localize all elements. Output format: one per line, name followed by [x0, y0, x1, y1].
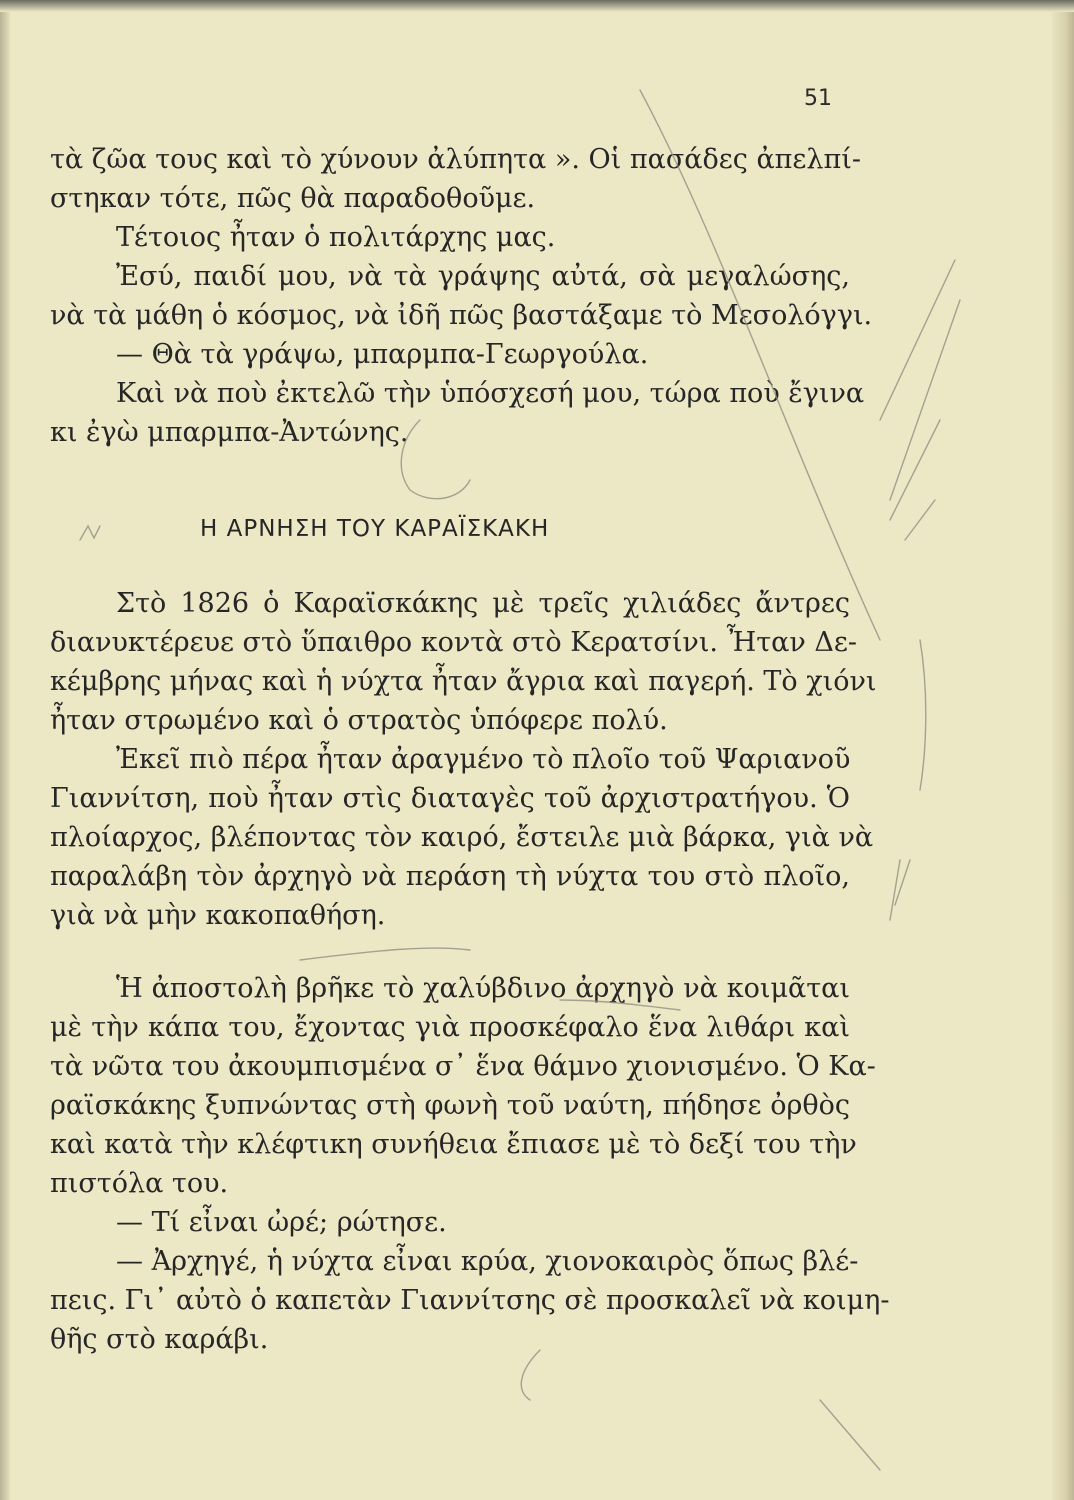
- text-line: γιὰ νὰ μὴν κακοπαθήση.: [50, 900, 386, 931]
- text-line: Ἐσύ, παιδί μου, νὰ τὰ γράψης αὐτά, σὰ μεγαλώσης,: [116, 261, 850, 292]
- text-line: μὲ τὴν κάπα του, ἔχοντας γιὰ προσκέφαλο ἕνα λιθάρι καὶ: [50, 1012, 850, 1043]
- section-title: Η ΑΡΝΗΣΗ ΤΟΥ ΚΑΡΑΪΣΚΑΚΗ: [200, 516, 550, 542]
- text-line: νὰ τὰ μάθη ὁ κόσμος, νὰ ἰδῆ πῶς βαστάξαμε τὸ Μεσολόγγι.: [50, 300, 873, 331]
- body-text: [50, 140, 890, 1359]
- text-line: Ἡ ἀποστολὴ βρῆκε τὸ χαλύβδινο ἀρχηγὸ νὰ κοιμᾶται: [116, 973, 850, 1004]
- text-line: κι ἐγὼ μπαρμπα-Ἀντώνης.: [50, 417, 409, 448]
- text-line: — Θὰ τὰ γράψω, μπαρμπα-Γεωργούλα.: [116, 339, 649, 370]
- page-number: 51: [804, 86, 832, 111]
- page-edge-top: [0, 0, 1074, 12]
- text-line: Στὸ 1826 ὁ Καραϊσκάκης μὲ τρεῖς χιλιάδες ἄντρες: [116, 588, 850, 619]
- page-edge-left: [0, 0, 10, 1500]
- text-line: θῆς στὸ καράβι.: [50, 1324, 269, 1355]
- text-line: πιστόλα του.: [50, 1168, 229, 1199]
- text-line: Γιαννίτση, ποὺ ἦταν στὶς διαταγὲς τοῦ ἀρχιστρατήγου. Ὁ: [50, 783, 850, 814]
- text-line: κέμβρης μήνας καὶ ἡ νύχτα ἦταν ἄγρια καὶ παγερή. Τὸ χιόνι: [50, 666, 877, 697]
- text-line: διανυκτέρευε στὸ ὕπαιθρο κοντὰ στὸ Κερατσίνι. Ἦταν Δε-: [50, 627, 857, 658]
- text-line: — Τί εἶναι ὠρέ; ρώτησε.: [116, 1207, 447, 1238]
- text-line: πεις. Γι᾽ αὐτὸ ὁ καπετὰν Γιαννίτσης σὲ προσκαλεῖ νὰ κοιμη-: [50, 1285, 890, 1316]
- text-line: τὰ ζῶα τους καὶ τὸ χύνουν ἀλύπητα ». Οἱ πασάδες ἀπελπί-: [50, 144, 861, 175]
- text-line: τὰ νῶτα του ἀκουμπισμένα σ᾽ ἕνα θάμνο χιονισμένο. Ὁ Κα-: [50, 1051, 876, 1082]
- text-line: Ἐκεῖ πιὸ πέρα ἦταν ἀραγμένο τὸ πλοῖο τοῦ Ψαριανοῦ: [116, 744, 851, 775]
- text-line: πλοίαρχος, βλέποντας τὸν καιρό, ἔστειλε μιὰ βάρκα, γιὰ νὰ: [50, 822, 874, 853]
- text-line: στηκαν τότε, πῶς θὰ παραδοθοῦμε.: [50, 183, 536, 214]
- text-line: ραϊσκάκης ξυπνώντας στὴ φωνὴ τοῦ ναύτη, πήδησε ὀρθὸς: [50, 1090, 850, 1121]
- text-line: ἦταν στρωμένο καὶ ὁ στρατὸς ὑπόφερε πολύ.: [50, 705, 668, 736]
- text-line: Τέτοιος ἦταν ὁ πολιτάρχης μας.: [116, 222, 556, 253]
- page-edge-right: [1052, 0, 1074, 1500]
- text-line: παραλάβη τὸν ἀρχηγὸ νὰ περάση τὴ νύχτα του στὸ πλοῖο,: [50, 861, 850, 892]
- text-line: Καὶ νὰ ποὺ ἐκτελῶ τὴν ὑπόσχεσή μου, τώρα ποὺ ἔγινα: [116, 378, 865, 409]
- text-line: καὶ κατὰ τὴν κλέφτικη συνήθεια ἔπιασε μὲ τὸ δεξί του τὴν: [50, 1129, 857, 1160]
- text-line: — Ἀρχηγέ, ἡ νύχτα εἶναι κρύα, χιονοκαιρὸς ὅπως βλέ-: [116, 1246, 859, 1277]
